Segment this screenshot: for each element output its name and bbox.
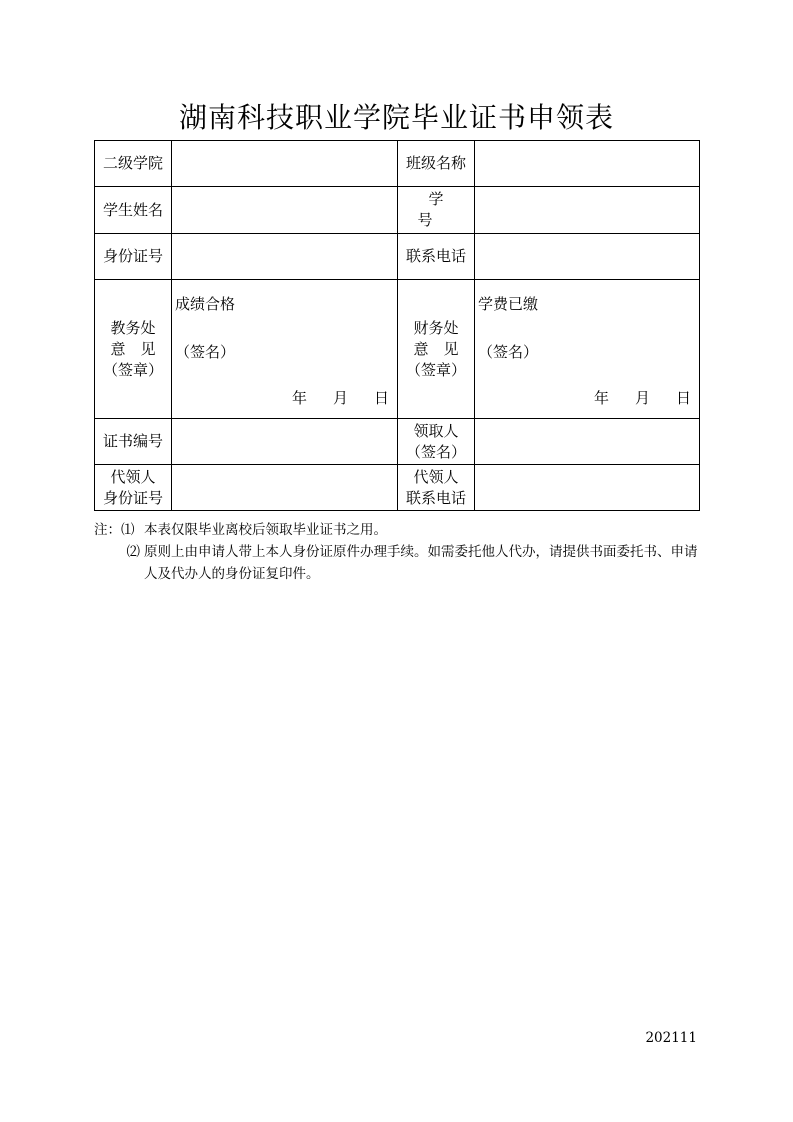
date-line: 年 月 日 [593, 388, 691, 407]
signature-text: （签名） [175, 342, 236, 361]
note-item: 注：⑴ 本表仅限毕业离校后领取毕业证书之用。 [94, 522, 387, 538]
phone-field[interactable] [475, 234, 700, 280]
table-row [95, 465, 700, 511]
phone-label: 联系电话 [398, 234, 475, 280]
application-form-table [94, 140, 700, 511]
table-row [95, 280, 700, 419]
class-field[interactable] [475, 141, 700, 187]
academic-office-label: 教务处 意 见 （签章） [95, 280, 172, 419]
notes [94, 519, 699, 585]
id-card-label: 身份证号 [95, 234, 172, 280]
grades-passed-text: 成绩合格 [175, 294, 236, 313]
certificate-number-label: 证书编号 [95, 419, 172, 465]
signature-text: （签名） [478, 342, 539, 361]
table-row [95, 187, 700, 234]
note-item: ⑵ 原则上由申请人带上本人身份证原件办理手续。如需委托他人代办，请提供书面委托书、申请人及代办人的身份证复印件。 [126, 544, 698, 582]
student-name-label: 学生姓名 [95, 187, 172, 234]
finance-office-label: 财务处 意 见 （签章） [398, 280, 475, 419]
college-field[interactable] [172, 141, 398, 187]
proxy-phone-label: 代领人 联系电话 [398, 465, 475, 511]
date-line: 年 月 日 [291, 388, 389, 407]
proxy-id-field[interactable] [172, 465, 398, 511]
table-row [95, 234, 700, 280]
proxy-id-label: 代领人 身份证号 [95, 465, 172, 511]
academic-opinion-field[interactable] [172, 280, 398, 419]
fees-paid-text: 学费已缴 [478, 294, 539, 313]
student-name-field[interactable] [172, 187, 398, 234]
student-id-field[interactable] [475, 187, 700, 234]
receiver-label: 领取人 （签名） [398, 419, 475, 465]
student-id-label: 学号 [398, 187, 475, 234]
receiver-signature-field[interactable] [475, 419, 700, 465]
proxy-phone-field[interactable] [475, 465, 700, 511]
form-code: 202111 [645, 1030, 697, 1046]
finance-opinion-field[interactable] [475, 280, 700, 419]
certificate-number-field[interactable] [172, 419, 398, 465]
table-row [95, 419, 700, 465]
college-label: 二级学院 [95, 141, 172, 187]
table-row [95, 141, 700, 187]
id-card-field[interactable] [172, 234, 398, 280]
class-label: 班级名称 [398, 141, 475, 187]
page-title: 湖南科技职业学院毕业证书申领表 [178, 101, 614, 134]
